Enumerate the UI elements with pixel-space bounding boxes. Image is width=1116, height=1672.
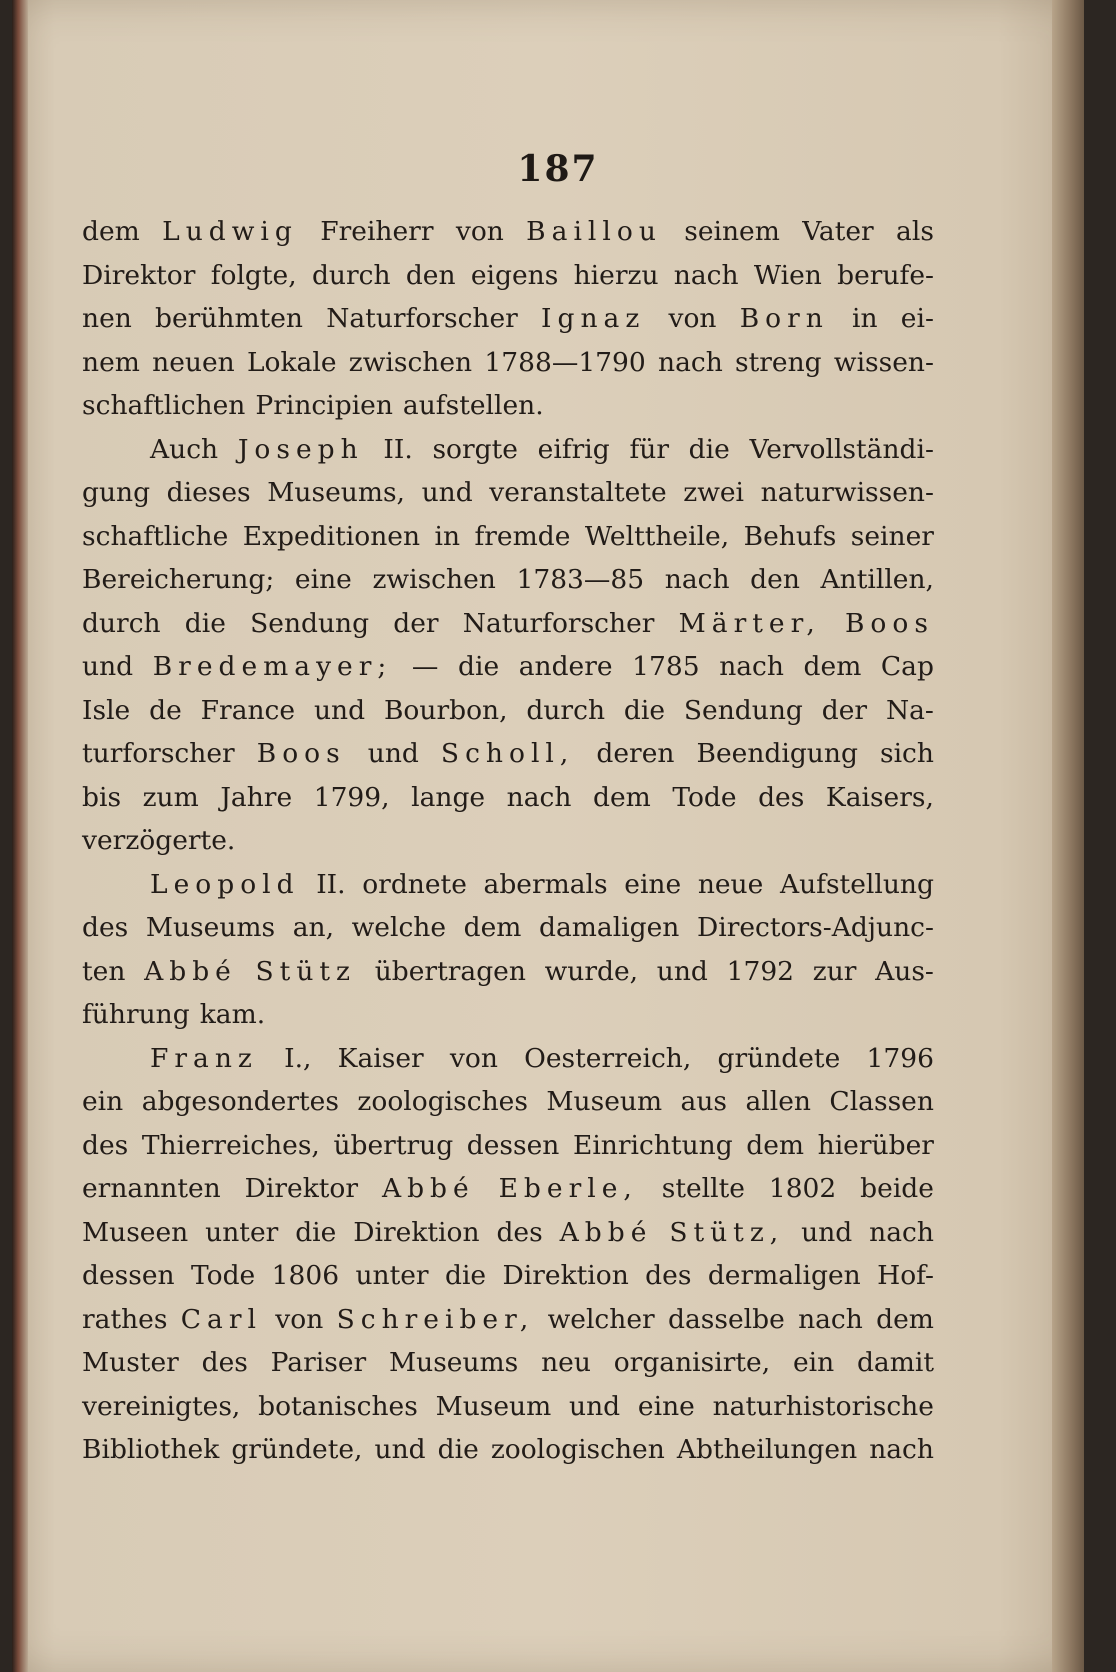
text-word: kam. xyxy=(199,999,266,1030)
text-word: Welttheile, xyxy=(584,520,730,552)
text-line xyxy=(82,428,934,472)
text-word: Bourbon, xyxy=(383,694,508,726)
text-word: welcher xyxy=(547,1303,655,1335)
text-word: schaftliche xyxy=(82,520,229,552)
text-word: Lokale xyxy=(246,346,337,378)
text-word: dem xyxy=(82,216,140,247)
text-word: Behufs xyxy=(743,520,837,552)
text-word: nach xyxy=(719,651,784,682)
text-line xyxy=(82,471,934,515)
text-word: welche xyxy=(351,912,447,943)
text-line xyxy=(82,1211,934,1255)
text-word: Schreiber, xyxy=(336,1303,535,1335)
text-word: Kaisers, xyxy=(825,781,934,813)
text-line xyxy=(82,1385,934,1429)
text-word: 1806 xyxy=(271,1260,340,1291)
book-spine xyxy=(12,0,28,1672)
text-word: Museums, xyxy=(267,477,405,508)
text-word: damaligen xyxy=(539,912,680,943)
text-word: 1796 xyxy=(866,1042,934,1074)
text-word: folgte, xyxy=(210,259,297,291)
text-word: nach xyxy=(798,1303,863,1335)
text-word: fremde xyxy=(474,520,571,552)
text-word: Born xyxy=(739,303,829,334)
text-word: in xyxy=(434,520,461,552)
text-word: Direktor xyxy=(244,1173,359,1204)
text-word: Freiherr xyxy=(320,216,434,247)
text-word: und xyxy=(656,955,708,987)
text-line xyxy=(82,1428,934,1472)
text-line xyxy=(82,297,934,341)
text-line xyxy=(82,950,934,994)
text-line xyxy=(82,1080,934,1124)
text-word: Joseph xyxy=(237,433,364,465)
text-word: die xyxy=(184,607,226,639)
text-word: Jahre xyxy=(220,781,293,813)
text-word: vereinigtes, xyxy=(82,1390,241,1422)
text-word: ten xyxy=(82,955,126,987)
text-word: und xyxy=(801,1216,853,1248)
text-word: wissen- xyxy=(833,346,934,378)
text-word: des xyxy=(758,781,805,813)
text-word: lange xyxy=(411,781,486,813)
text-word: von xyxy=(455,216,504,247)
text-word: dem xyxy=(593,781,651,813)
text-word: ein xyxy=(792,1347,835,1378)
text-word: die xyxy=(458,651,500,682)
text-word: eifrig xyxy=(537,433,610,465)
text-line xyxy=(82,1037,934,1081)
text-word: eine xyxy=(294,564,352,595)
text-line xyxy=(82,1167,934,1211)
text-word: Scholl, xyxy=(440,738,575,769)
text-word: Auch xyxy=(150,433,219,465)
text-word: neu xyxy=(541,1347,591,1378)
text-word: und xyxy=(421,477,473,508)
text-word: an, xyxy=(292,912,335,943)
text-word: andere xyxy=(518,651,613,682)
text-word: nach xyxy=(673,259,739,291)
text-word: de xyxy=(149,694,182,726)
text-word: übertragen xyxy=(374,955,526,987)
text-word: die xyxy=(688,433,730,465)
text-word: wurde, xyxy=(544,955,639,987)
text-word: botanisches xyxy=(258,1390,418,1422)
text-word: neue xyxy=(697,868,764,900)
text-word: II. xyxy=(383,433,413,465)
text-word: eine xyxy=(624,868,682,900)
text-word: nach xyxy=(658,346,723,378)
text-word: zum xyxy=(142,781,199,813)
text-word: und xyxy=(367,738,419,769)
text-word: Isle xyxy=(82,694,131,726)
page-edge xyxy=(1052,0,1084,1672)
text-word: dem xyxy=(463,912,522,943)
text-word: France xyxy=(200,694,296,726)
text-word: schaftlichen xyxy=(82,390,246,421)
text-word: Märter, xyxy=(678,607,821,639)
text-word: und xyxy=(313,694,366,726)
text-word: zoologisches xyxy=(357,1086,528,1117)
text-word: Boos xyxy=(844,607,934,639)
text-word: Sendung xyxy=(683,694,803,726)
text-line xyxy=(82,341,934,385)
text-word: Tode xyxy=(672,781,737,813)
text-word: abgesondertes xyxy=(141,1086,339,1117)
text-word: 1802 xyxy=(768,1173,837,1204)
text-word: abermals xyxy=(483,868,608,900)
text-word: dem xyxy=(746,1129,805,1161)
text-word: nach xyxy=(869,1434,934,1465)
text-word: nem xyxy=(82,346,140,378)
text-word: I., xyxy=(284,1042,312,1074)
text-word: des xyxy=(82,1129,129,1161)
text-word: zwei xyxy=(683,477,745,508)
text-word: Beendigung xyxy=(696,738,858,769)
text-word: Vater xyxy=(802,216,874,247)
text-word: die xyxy=(295,1216,337,1248)
text-word: und xyxy=(82,651,134,682)
text-word: eine xyxy=(637,1390,695,1422)
text-word: dasselbe xyxy=(668,1303,785,1335)
text-word: aufstellen. xyxy=(402,390,544,421)
text-word: — xyxy=(411,651,439,682)
text-word: 1785 xyxy=(632,651,700,682)
text-word: damit xyxy=(856,1347,934,1378)
text-word: Einrichtung xyxy=(572,1129,733,1161)
text-word: II. xyxy=(316,868,346,900)
text-word: den xyxy=(750,564,800,595)
text-line xyxy=(82,906,934,950)
text-word: und xyxy=(374,1434,426,1465)
text-word: ordnete xyxy=(362,868,467,900)
text-word: 1799, xyxy=(313,781,390,813)
text-word: die xyxy=(437,1434,479,1465)
text-word: Stütz xyxy=(255,955,357,987)
text-word: nach xyxy=(664,564,730,595)
text-word: Bibliothek xyxy=(82,1434,220,1465)
text-word: des xyxy=(82,912,129,943)
text-word: Direktion xyxy=(353,1216,480,1248)
text-word: Hof- xyxy=(877,1260,934,1291)
text-word: der xyxy=(393,607,439,639)
text-word: dessen xyxy=(466,1129,560,1161)
text-word: die xyxy=(444,1260,487,1291)
text-word: den xyxy=(405,259,456,291)
text-word: Direktion xyxy=(502,1260,629,1291)
text-word: als xyxy=(896,216,934,247)
text-word: 1783—85 xyxy=(516,564,645,595)
text-word: durch xyxy=(82,607,161,639)
text-word: nach xyxy=(506,781,572,813)
text-word: durch xyxy=(526,694,606,726)
text-word: Wien xyxy=(753,259,822,291)
text-word: veranstaltete xyxy=(489,477,667,508)
text-word: Aufstellung xyxy=(779,868,934,900)
text-line xyxy=(82,645,934,689)
text-word: Bredemayer; xyxy=(152,651,393,682)
text-word: gung xyxy=(82,477,151,508)
text-line xyxy=(82,1254,934,1298)
text-word: eigens xyxy=(470,259,559,291)
text-word: Oesterreich, xyxy=(524,1042,692,1074)
text-line xyxy=(82,602,934,646)
text-word: gründete, xyxy=(231,1434,363,1465)
text-word: Boos xyxy=(256,738,346,769)
text-word: naturwissen- xyxy=(760,477,934,508)
text-word: zwischen xyxy=(372,564,496,595)
text-word: Muster xyxy=(82,1347,179,1378)
text-word: Na- xyxy=(885,694,934,726)
text-word: Principien xyxy=(255,390,393,421)
text-word: die xyxy=(623,694,666,726)
text-word: durch xyxy=(311,259,391,291)
text-word: dem xyxy=(803,651,862,682)
text-word: Museen xyxy=(82,1216,189,1248)
text-word: berufe- xyxy=(837,259,934,291)
text-line xyxy=(82,1341,934,1385)
text-word: Aus- xyxy=(875,955,934,987)
text-word: zur xyxy=(812,955,857,987)
text-line xyxy=(82,732,934,776)
text-word: Tode xyxy=(191,1260,256,1291)
text-word: dessen xyxy=(82,1260,175,1291)
text-word: Abbé xyxy=(559,1216,653,1248)
text-word: 1792 xyxy=(726,955,795,987)
text-word: Vervollständi- xyxy=(749,433,934,465)
text-word: dermaligen xyxy=(707,1260,861,1291)
text-word: Ignaz xyxy=(541,303,646,334)
text-word: streng xyxy=(735,346,822,378)
text-word: nen xyxy=(82,303,132,334)
text-word: Eberle, xyxy=(498,1173,638,1204)
text-word: unter xyxy=(355,1260,429,1291)
text-word: übertrug xyxy=(333,1129,454,1161)
text-word: Museum xyxy=(546,1086,663,1117)
text-word: 1788—1790 xyxy=(484,346,646,378)
text-word: Abbé xyxy=(381,1173,475,1204)
text-word: von xyxy=(275,1303,324,1335)
text-word: Cap xyxy=(880,651,934,682)
text-word: führung xyxy=(82,999,190,1030)
text-word: dieses xyxy=(166,477,251,508)
text-line xyxy=(82,254,934,298)
text-line xyxy=(82,993,934,1037)
text-word: in xyxy=(852,303,878,334)
text-word: Direktor xyxy=(82,259,196,291)
text-word: ernannten xyxy=(82,1173,221,1204)
text-word: Franz xyxy=(150,1042,258,1074)
text-word: hierüber xyxy=(817,1129,934,1161)
text-line xyxy=(82,210,934,254)
text-word: von xyxy=(668,303,717,334)
text-line xyxy=(82,558,934,602)
text-word: Kaiser xyxy=(337,1042,424,1074)
text-line xyxy=(82,863,934,907)
text-word: allen xyxy=(745,1086,811,1117)
text-word: Abbé xyxy=(144,955,237,987)
text-word: sorgte xyxy=(432,433,518,465)
text-word: Ludwig xyxy=(162,216,298,247)
text-word: Museums xyxy=(389,1347,519,1378)
text-word: Sendung xyxy=(250,607,370,639)
text-word: Bereicherung; xyxy=(82,564,275,595)
text-line xyxy=(82,689,934,733)
text-word: Museums xyxy=(145,912,276,943)
text-word: ei- xyxy=(900,303,934,334)
text-word: beide xyxy=(860,1173,934,1204)
text-word: zoologischen xyxy=(490,1434,665,1465)
text-word: des xyxy=(201,1347,248,1378)
text-line xyxy=(82,1298,934,1342)
text-word: naturhistorische xyxy=(712,1390,934,1422)
text-word: Expeditionen xyxy=(242,520,421,552)
text-word: berühmten xyxy=(155,303,303,334)
text-word: seiner xyxy=(850,520,934,552)
text-word: nach xyxy=(869,1216,934,1248)
text-word: Baillou xyxy=(526,216,662,247)
text-line xyxy=(82,776,934,820)
text-word: Museum xyxy=(435,1390,552,1422)
text-word: rathes xyxy=(82,1303,168,1335)
text-word: dem xyxy=(876,1303,934,1335)
text-word: Naturforscher xyxy=(326,303,518,334)
text-word: Leopold xyxy=(150,868,300,900)
text-word: des xyxy=(645,1260,692,1291)
text-word: Abtheilungen xyxy=(676,1434,858,1465)
text-word: Classen xyxy=(829,1086,934,1117)
text-word: Antillen, xyxy=(820,564,934,595)
text-word: bis xyxy=(82,781,122,813)
text-line xyxy=(82,1124,934,1168)
text-word: Carl xyxy=(180,1303,262,1335)
text-word: von xyxy=(449,1042,498,1074)
text-word: der xyxy=(821,694,868,726)
text-line xyxy=(82,819,934,863)
text-word: Pariser xyxy=(270,1347,367,1378)
text-word: und xyxy=(569,1390,621,1422)
text-word: seinem xyxy=(684,216,780,247)
text-line xyxy=(82,515,934,559)
text-word: für xyxy=(629,433,669,465)
text-word: organisirte, xyxy=(613,1347,771,1378)
page-number: 187 xyxy=(517,148,599,190)
text-word: turforscher xyxy=(82,738,235,769)
text-word: ein xyxy=(82,1086,124,1117)
text-word: verzögerte. xyxy=(82,825,236,856)
body-text xyxy=(82,210,934,1472)
text-word: gründete xyxy=(717,1042,841,1074)
text-word: Stütz, xyxy=(669,1216,785,1248)
text-word: Naturforscher xyxy=(462,607,655,639)
text-word: hierzu xyxy=(573,259,659,291)
text-word: sich xyxy=(879,738,934,769)
text-word: deren xyxy=(596,738,675,769)
text-word: unter xyxy=(205,1216,279,1248)
text-word: des xyxy=(496,1216,543,1248)
text-word: stellte xyxy=(661,1173,745,1204)
text-line xyxy=(82,384,934,428)
text-word: Thierreiches, xyxy=(141,1129,320,1161)
text-word: Directors-Adjunc- xyxy=(696,912,934,943)
text-word: aus xyxy=(680,1086,728,1117)
text-word: zwischen xyxy=(348,346,473,378)
text-word: neuen xyxy=(152,346,235,378)
